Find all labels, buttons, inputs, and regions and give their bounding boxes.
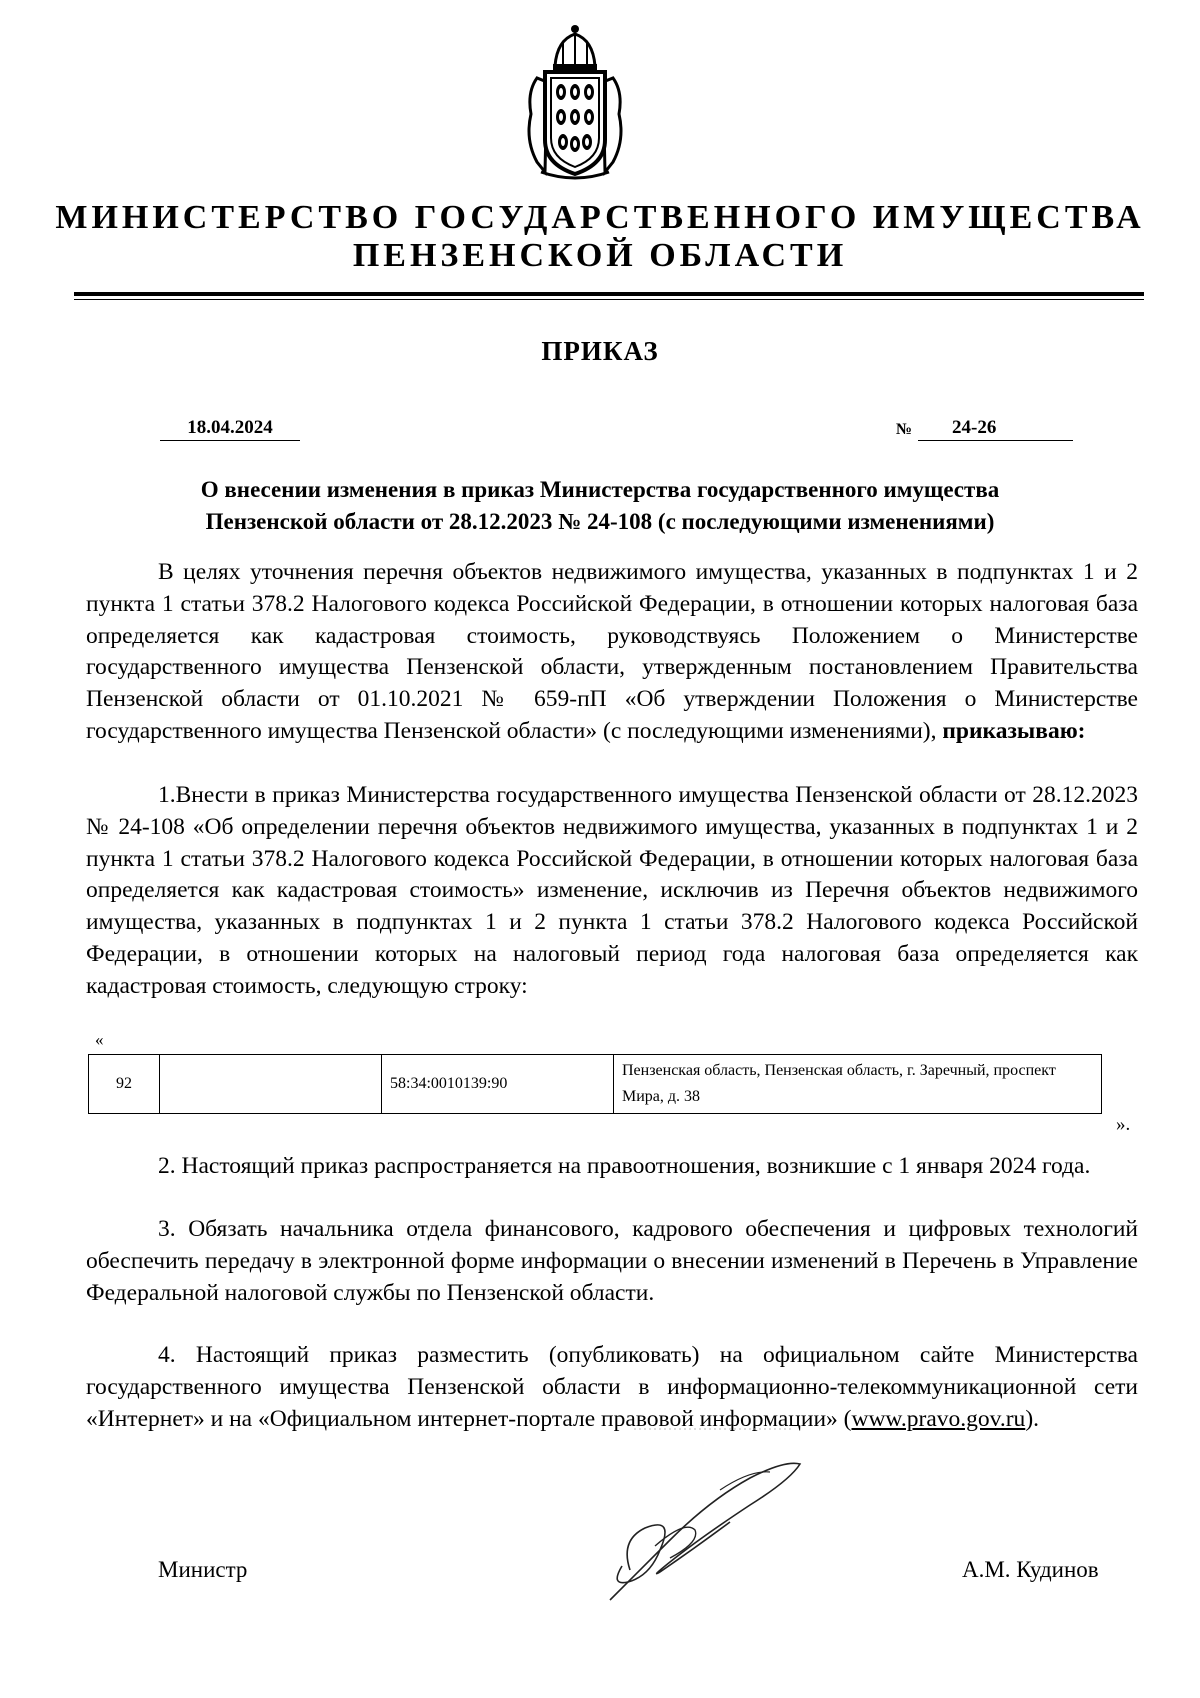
row-number-cell: 92 [89, 1055, 160, 1114]
empty-cell [160, 1055, 382, 1114]
faint-stamp-mark [634, 1424, 794, 1434]
document-type-title: ПРИКАЗ [541, 336, 659, 366]
table-row [89, 1055, 1102, 1114]
order-number: 24-26 [952, 417, 997, 438]
preamble-paragraph [86, 557, 1138, 748]
order-number-sign: № [896, 421, 913, 438]
signatory-name: А.М. Кудинов [962, 1557, 1099, 1582]
ministry-name-line1: МИНИСТЕРСТВО ГОСУДАРСТВЕННОГО ИМУЩЕСТВА [55, 199, 1145, 236]
order-number-field [918, 417, 1073, 441]
clause-3-paragraph: 3. Обязать начальника отдела финансового, кадрового обеспечения и цифровых технологий обеспечить передачу в электронной форме информации о внесении изменений в Перечень в Управление Федеральной налоговой службы по Пензенской области. [86, 1216, 1138, 1306]
clause-4-paragraph [86, 1340, 1138, 1435]
excluded-object-table [88, 1054, 1102, 1114]
clause-2-paragraph: 2. Настоящий приказ распространяется на правоотношения, возникшие с 1 января 2024 года. [158, 1153, 1091, 1179]
header-divider-thin [74, 299, 1144, 300]
preamble-text: В целях уточнения перечня объектов недвижимого имущества, указанных в подпунктах 1 и 2 пункта 1 статьи 378.2 Налогового кодекса Российской Федерации, в отношении которых налоговая база определяется как кадастровая стоимость, руководствуясь Положением о Министерстве государственного имущества Пензенской области, утвержденным постановлением Правительства Пензенской области от 01.10.2021 № 659-пП «Об утверждении Положения о Министерстве государственного имущества Пензенской области» (с последующими изменениями), [86, 559, 1138, 744]
ministry-name-line2: ПЕНЗЕНСКОЙ ОБЛАСТИ [352, 237, 848, 274]
order-subject-line2: Пензенской области от 28.12.2023 № 24-108 (с последующими изменениями) [205, 509, 995, 534]
clause-1-paragraph: 1.Внести в приказ Министерства государственного имущества Пензенской области от 28.12.2023 № 24-108 «Об определении перечня объектов недвижимого имущества, указанных в подпунктах 1 и 2 пункта 1 статьи 378.2 Налогового кодекса Российской Федерации, в отношении которых налоговая база определяется как кадастровая стоимость» изменение, исключив из Перечня объектов недвижимого имущества, указанных в подпунктах 1 и 2 пункта 1 статьи 378.2 Налогового кодекса Российской Федерации, в отношении которых на налоговый период года налоговая база определяется как кадастровая стоимость, следующую строку: [86, 782, 1138, 999]
quote-close-mark: ». [1116, 1114, 1131, 1135]
quote-open-mark: « [95, 1030, 104, 1049]
signatory-position: Министр [158, 1557, 248, 1582]
coat-of-arms-icon [517, 22, 633, 182]
address-cell: Пензенская область, Пензенская область, г. Заречный, проспект Мира, д. 38 [614, 1055, 1102, 1114]
order-date: 18.04.2024 [160, 417, 300, 441]
cadastral-number-cell: 58:34:0010139:90 [382, 1055, 614, 1114]
clause-4-text: 4. Настоящий приказ разместить (опубликовать) на официальном сайте Министерства государственного имущества Пензенской области в информационно-телекоммуникационной сети «Интернет» и на «Официальном интернет-портале правовой информации» ( [86, 1342, 1138, 1432]
handwritten-signature-icon [600, 1450, 810, 1610]
order-subject [0, 474, 1200, 538]
header-divider-thick [74, 292, 1144, 296]
clause-4-end: ). [1025, 1405, 1040, 1432]
pravo-portal-link[interactable]: www.pravo.gov.ru [851, 1405, 1026, 1432]
order-subject-line1: О внесении изменения в приказ Министерства государственного имущества [200, 477, 1000, 502]
order-verb: приказываю: [942, 717, 1086, 744]
